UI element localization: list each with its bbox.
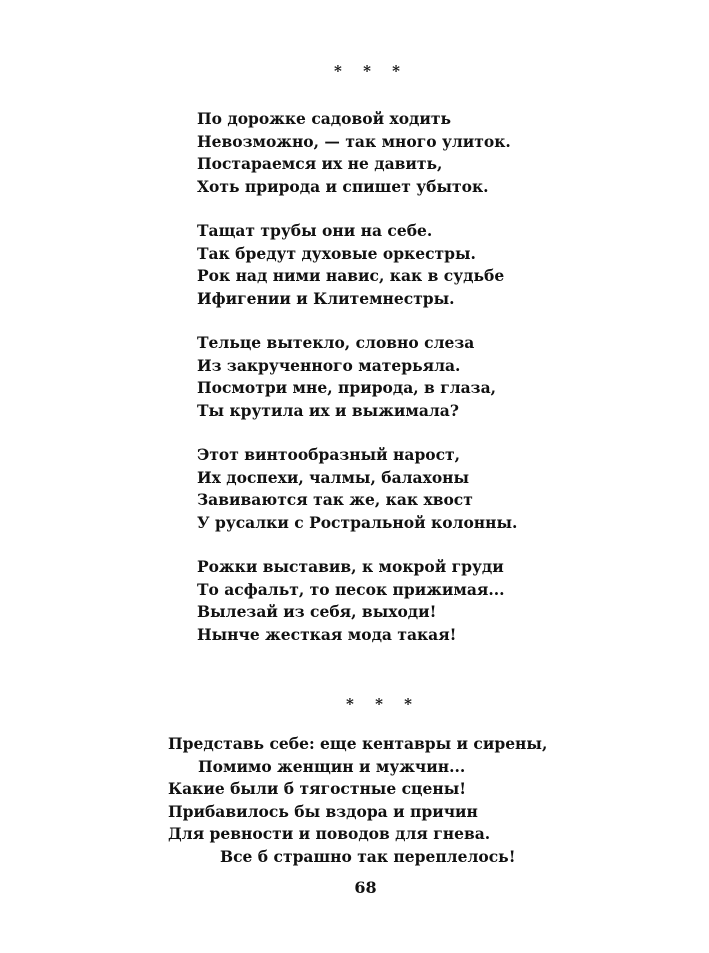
poem-line: Ифигении и Клитемнестры. [197, 288, 455, 308]
poem-line: Какие были б тягостные сцены! [168, 779, 467, 798]
poem-line: То асфальт, то песок прижимая... [197, 579, 505, 599]
poem-line: Так бредут духовые оркестры. [197, 243, 476, 263]
poem-line: Вылезай из себя, выходи! [197, 602, 437, 621]
poem-line: Хоть природа и спишет убыток. [197, 176, 489, 196]
poem-line: Все б страшно так переплелось! [220, 846, 516, 866]
poem-line: Ты крутила их и выжимала? [197, 400, 459, 420]
section-divider: * * * [346, 695, 420, 713]
poem-line: Рожки выставив, к мокрой груди [197, 557, 504, 576]
poem-line: Помимо женщин и мужчин... [198, 756, 466, 776]
stanza [197, 108, 517, 198]
stanza [197, 556, 517, 646]
poem-snails [197, 108, 517, 668]
poem-line: Прибавилось бы вздора и причин [168, 801, 478, 821]
section-divider: * * * [334, 62, 408, 80]
poem-line: Этот винтообразный нарост, [197, 445, 461, 464]
poem-line: Из закрученного матерьяла. [197, 355, 461, 375]
poem-line: Тельце вытекло, словно слеза [197, 333, 475, 352]
stanza [197, 444, 517, 534]
poem-line: Посмотри мне, природа, в глаза, [197, 378, 497, 397]
page-number: 68 [354, 878, 377, 897]
poem-line: По дорожке садовой ходить [197, 109, 452, 128]
poem-line: Завиваются так же, как хвост [197, 490, 473, 509]
stanza [197, 332, 517, 422]
poem-line: Постараемся их не давить, [197, 154, 443, 173]
poem-line: Невозможно, — так много улиток. [197, 131, 511, 151]
poem-centaurs [168, 733, 547, 868]
poem-line: Рок над ними навис, как в судьбе [197, 266, 505, 285]
poem-line: Для ревности и поводов для гнева. [168, 824, 491, 843]
stanza [197, 220, 517, 310]
poem-line: Нынче жесткая мода такая! [197, 624, 457, 644]
poem-line: Тащат трубы они на себе. [197, 221, 433, 240]
poem-line: У русалки с Ростральной колонны. [197, 512, 518, 532]
poem-line: Представь себе: еще кентавры и сирены, [168, 734, 548, 753]
poem-line: Их доспехи, чалмы, балахоны [197, 467, 470, 487]
